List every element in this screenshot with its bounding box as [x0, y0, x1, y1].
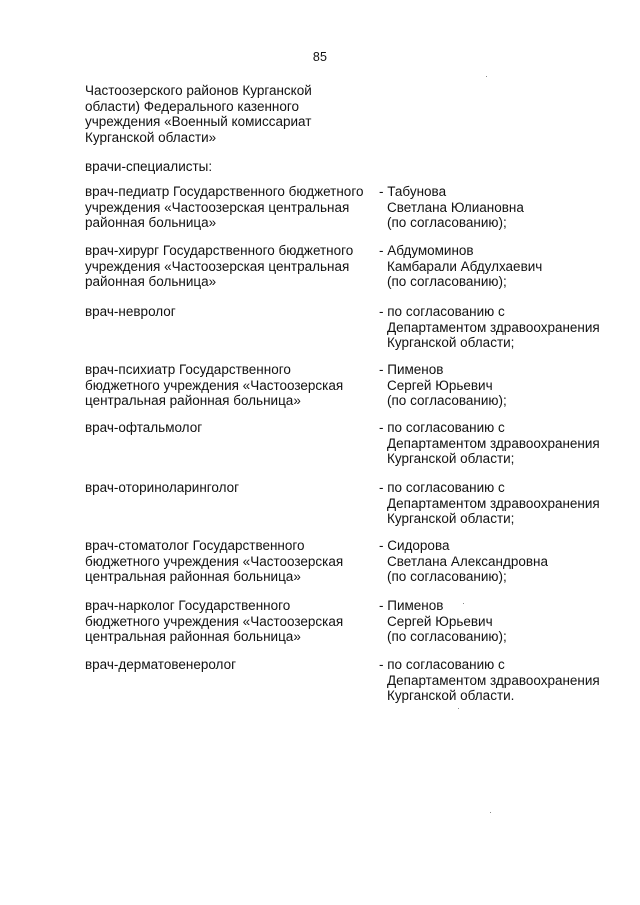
person-line: Сергей Юрьевич: [387, 377, 493, 393]
person-line: - Табунова: [379, 184, 447, 199]
person-line: Департаментом здравоохранения: [387, 435, 600, 451]
person-line: - по согласованию с: [379, 304, 505, 319]
person-line: - по согласованию с: [379, 420, 505, 435]
role-line: врач-психиатр Государственного: [85, 362, 291, 377]
person-line: Сергей Юрьевич: [387, 613, 493, 629]
person-line: - по согласованию с: [379, 657, 505, 672]
member-role: [85, 480, 377, 496]
member-role: [85, 243, 377, 290]
person-line: (по согласованию);: [387, 569, 507, 584]
role-line: врач-хирург Государственного бюджетного: [85, 243, 354, 258]
role-line: бюджетного учреждения «Частоозерская: [85, 553, 344, 569]
member-person: [379, 184, 625, 231]
person-line: (по согласованию);: [387, 274, 507, 289]
member-person: [379, 243, 625, 290]
member-person: [379, 304, 625, 351]
role-line: районная больница»: [85, 274, 217, 289]
intro-line: Частоозерского районов Курганской: [85, 83, 312, 98]
scan-speck: [458, 708, 459, 709]
person-line: (по согласованию);: [387, 215, 507, 230]
person-line: Камбарали Абдулхаевич: [387, 258, 543, 274]
role-line: районная больница»: [85, 215, 217, 230]
member-person: [379, 420, 625, 467]
role-line: врач-педиатр Государственного бюджетного: [85, 184, 364, 199]
role-line: врач-нарколог Государственного: [85, 598, 291, 613]
role-line: врач-невролог: [85, 304, 176, 319]
member-person: [379, 598, 625, 645]
person-line: - Абдумоминов: [379, 243, 474, 258]
role-line: центральная районная больница»: [85, 393, 301, 408]
scan-speck: [463, 603, 464, 604]
scan-speck: [490, 812, 491, 813]
role-line: центральная районная больница»: [85, 629, 301, 644]
role-line: учреждения «Частоозерская центральная: [85, 258, 350, 274]
member-role: [85, 538, 377, 585]
role-line: центральная районная больница»: [85, 569, 301, 584]
person-line: - Пименов: [379, 362, 444, 377]
person-line: Курганской области;: [387, 335, 515, 350]
person-line: (по согласованию);: [387, 393, 507, 408]
person-line: Курганской области;: [387, 511, 515, 526]
member-role: [85, 362, 377, 409]
member-role: [85, 184, 377, 231]
member-role: [85, 304, 377, 320]
role-line: врач-оториноларинголог: [85, 480, 240, 495]
member-person: [379, 538, 625, 585]
role-line: бюджетного учреждения «Частоозерская: [85, 377, 344, 393]
person-line: Департаментом здравоохранения: [387, 319, 600, 335]
person-line: (по согласованию);: [387, 629, 507, 644]
intro-line: учреждения «Военный комиссариат: [85, 114, 312, 129]
page-number: 85: [312, 50, 328, 64]
member-person: [379, 362, 625, 409]
person-line: - Пименов: [379, 598, 444, 613]
person-line: Департаментом здравоохранения: [387, 672, 600, 688]
person-line: - Сидорова: [379, 538, 450, 553]
role-line: врач-офтальмолог: [85, 420, 203, 435]
role-line: врач-дерматовенеролог: [85, 657, 237, 672]
role-line: бюджетного учреждения «Частоозерская: [85, 613, 344, 629]
role-line: врач-стоматолог Государственного: [85, 538, 305, 553]
scan-speck: [486, 76, 487, 77]
person-line: Светлана Александровна: [387, 553, 549, 569]
person-line: Курганской области.: [387, 688, 515, 703]
person-line: Светлана Юлиановна: [387, 199, 524, 215]
role-line: учреждения «Частоозерская центральная: [85, 199, 350, 215]
person-line: Департаментом здравоохранения: [387, 495, 600, 511]
member-person: [379, 657, 625, 704]
intro-paragraph: [85, 83, 385, 145]
member-role: [85, 657, 377, 673]
person-line: - по согласованию с: [379, 480, 505, 495]
member-role: [85, 598, 377, 645]
intro-line: области) Федерального казенного: [85, 98, 300, 114]
person-line: Курганской области;: [387, 451, 515, 466]
section-label: врачи-специалисты:: [85, 159, 213, 174]
intro-line: Курганской области»: [85, 129, 217, 145]
member-person: [379, 480, 625, 527]
member-role: [85, 420, 377, 436]
